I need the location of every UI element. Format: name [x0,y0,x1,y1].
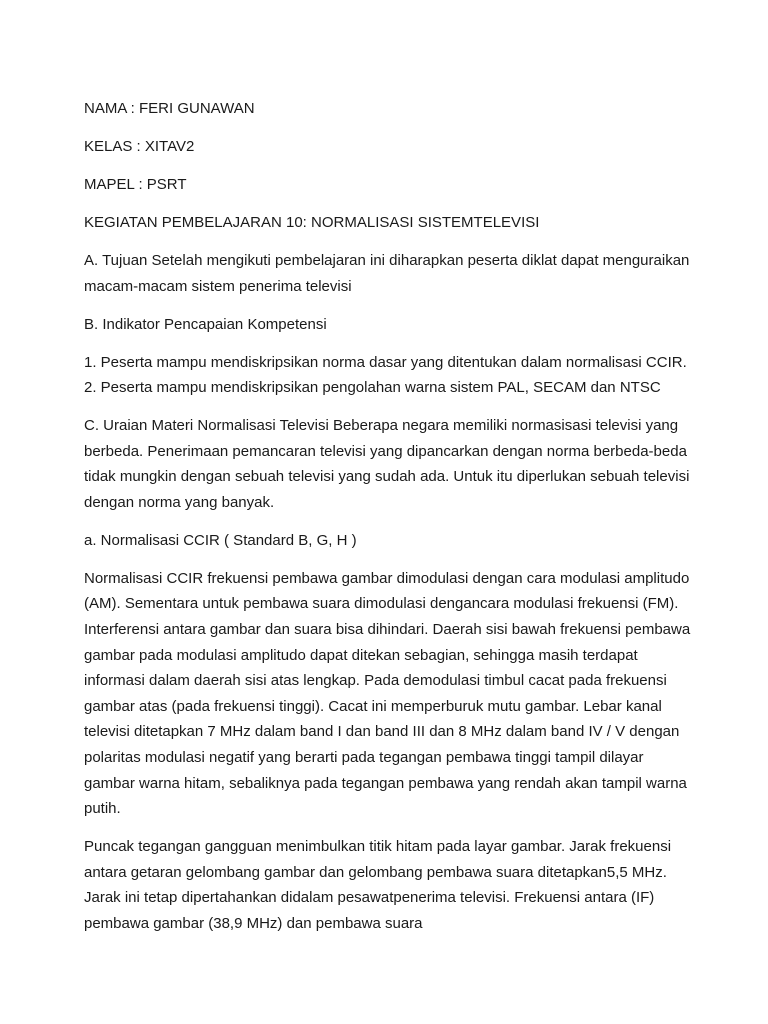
ccir-paragraph: Normalisasi CCIR frekuensi pembawa gambar dimodulasi dengan cara modulasi amplitudo (AM). Sementara untuk pembawa suara dimodulasi dengancara modulasi frekuensi (FM). Interferensi antara gambar dan suara bisa dihindari. Daerah sisi bawah frekuensi pembawa gambar pada modulasi amplitudo dapat ditekan sebagian, sehingga masih terdapat informasi dalam daerah sisi atas lengkap. Pada demodulasi timbul cacat pada frekuensi gambar atas (pada frekuensi tinggi). Cacat ini memperburuk mutu gambar. Lebar kanal televisi ditetapkan 7 MHz dalam band I dan band III dan 8 MHz dalam band IV / V dengan polaritas modulasi negatif yang berarti pada tegangan pembawa tinggi tampil dilayar gambar warna hitam, sebaliknya pada tegangan pembawa yang rendah akan tampil warna putih. [84,569,691,818]
indicator-heading: B. Indikator Pencapaian Kompetensi [84,315,327,333]
student-name: NAMA : FERI GUNAWAN [84,100,255,117]
ccir-subheading: a. Normalisasi CCIR ( Standard B, G, H ) [84,531,357,549]
activity-title: KEGIATAN PEMBELAJARAN 10: NORMALISASI SISTEMTELEVISI [84,213,540,231]
material-paragraph: C. Uraian Materi Normalisasi Televisi Beberapa negara memiliki normasisasi televisi yang berbeda. Penerimaan pemancaran televisi yang dipancarkan dengan norma berbeda-beda tidak mungkin dengan sebuah televisi yang sudah ada. Untuk itu diperlukan sebuah televisi dengan norma yang banyak. [84,417,690,511]
document-page [84,96,694,949]
objective-paragraph: A. Tujuan Setelah mengikuti pembelajaran ini diharapkan peserta diklat dapat menguraikan macam-macam sistem penerima televisi [84,251,690,295]
interference-paragraph: Puncak tegangan gangguan menimbulkan titik hitam pada layar gambar. Jarak frekuensi antara getaran gelombang gambar dan gelombang pembawa suara ditetapkan5,5 MHz. Jarak ini tetap dipertahankan didalam pesawatpenerima televisi. Frekuensi antara (IF) pembawa gambar (38,9 MHz) dan pembawa suara [84,838,672,932]
indicator-list: 1. Peserta mampu mendiskripsikan norma dasar yang ditentukan dalam normalisasi CCIR. 2. Peserta mampu mendiskripsikan pengolahan warna sistem PAL, SECAM dan NTSC [84,353,687,397]
student-class: KELAS : XITAV2 [84,137,195,155]
subject: MAPEL : PSRT [84,175,187,193]
